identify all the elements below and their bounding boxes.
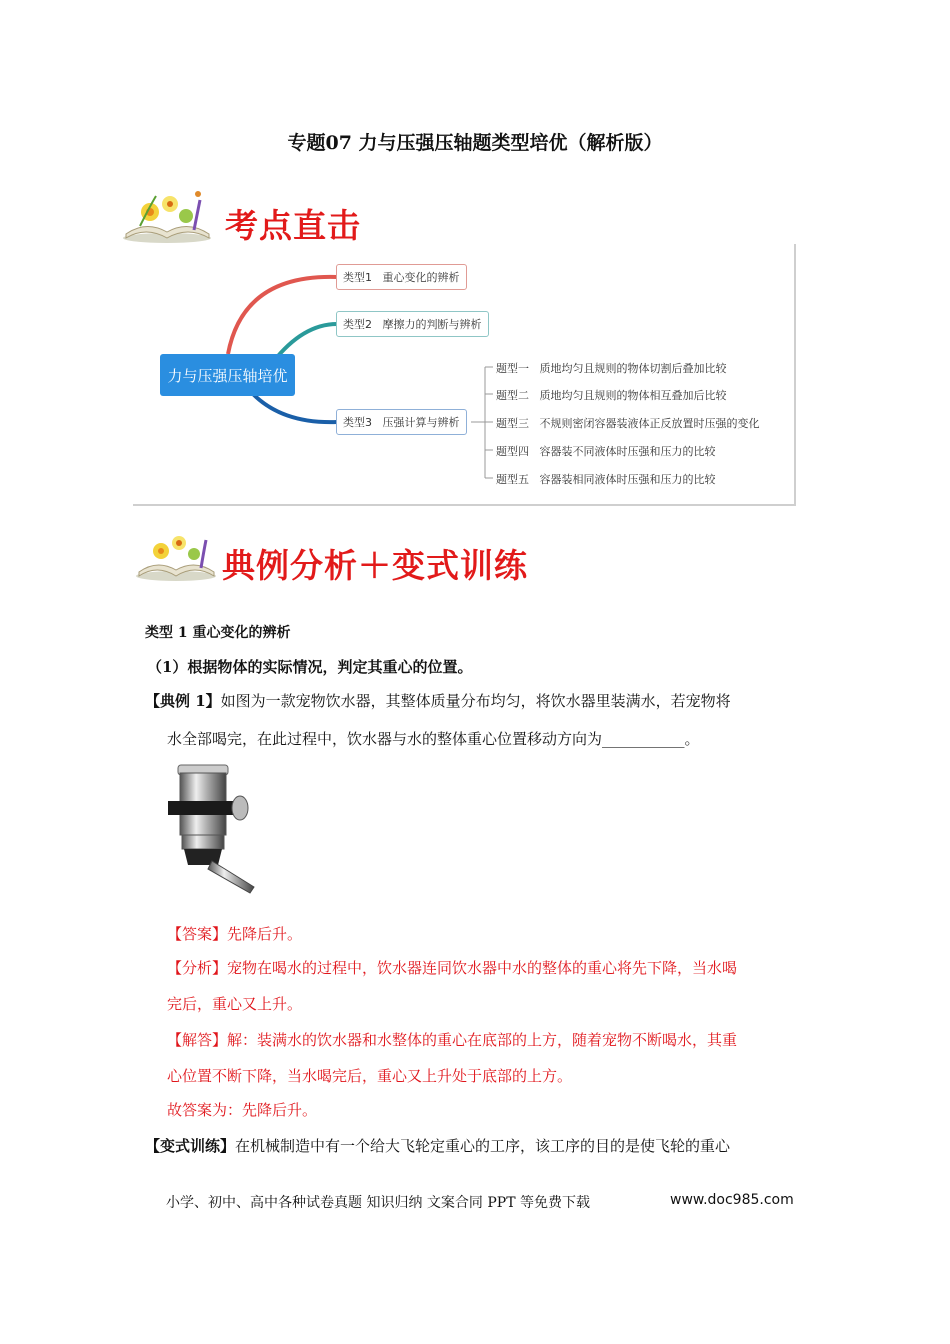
answer-blank: ___________ xyxy=(602,730,685,748)
final-answer: 故答案为：先降后升。 xyxy=(167,1101,318,1119)
solution-text-1: 解：装满水的饮水器和水整体的重心在底部的上方，随着宠物不断喝水，其重 xyxy=(227,1031,738,1049)
analysis-line-2: 完后，重心又上升。 xyxy=(167,995,303,1013)
mindmap-subtype-5: 题型五 容器装相同液体时压强和压力的比较 xyxy=(496,473,716,486)
footer-left: 小学、初中、高中各种试卷真题 知识归纳 文案合同 PPT 等免费下载 xyxy=(166,1195,590,1211)
answer-text: 先降后升。 xyxy=(227,925,303,943)
example-1-line-2: 水全部喝完，在此过程中，饮水器与水的整体重心位置移动方向为___________。 xyxy=(167,730,700,748)
example-1-line-1 xyxy=(145,691,731,711)
mindmap-subtype-3: 题型三 不规则密闭容器装液体正反放置时压强的变化 xyxy=(496,417,760,430)
type2-text: 摩擦力的判断与辨析 xyxy=(382,318,482,331)
book-flowers-icon-2 xyxy=(134,526,219,582)
book-flowers-icon xyxy=(120,186,215,244)
variant-label: 【变式训练】 xyxy=(145,1137,236,1155)
page-title: 专题07 力与压强压轴题类型培优（解析版） xyxy=(287,132,663,154)
answer-line xyxy=(167,924,302,944)
example-text-1: 如图为一款宠物饮水器，其整体质量分布均匀，将饮水器里装满水，若宠物将 xyxy=(220,692,731,710)
section-heading: 类型 1 重心变化的辨析 xyxy=(145,625,291,641)
type2-label: 类型2 xyxy=(343,318,372,331)
banner-heading-examples: 典例分析＋变式训练 xyxy=(222,546,528,585)
type3-label: 类型3 xyxy=(343,416,372,429)
solution-line-2: 心位置不断下降，当水喝完后，重心又上升处于底部的上方。 xyxy=(167,1067,573,1085)
answer-label: 【答案】 xyxy=(167,925,228,943)
variant-text: 在机械制造中有一个给大飞轮定重心的工序，该工序的目的是使飞轮的重心 xyxy=(235,1137,731,1155)
analysis-label: 【分析】 xyxy=(167,959,228,977)
pet-water-dispenser-image xyxy=(164,761,260,901)
banner-heading-key-points: 考点直击 xyxy=(225,206,361,245)
example-text-2: 水全部喝完，在此过程中，饮水器与水的整体重心位置移动方向为 xyxy=(167,730,603,748)
mindmap-type3-node xyxy=(336,409,467,435)
mindmap-type1-node xyxy=(336,264,467,290)
solution-line-1 xyxy=(167,1030,737,1050)
mindmap-root-node: 力与压强压轴培优 xyxy=(160,354,295,396)
footer-url[interactable]: www.doc985.com xyxy=(670,1192,794,1208)
solution-label: 【解答】 xyxy=(167,1031,228,1049)
mindmap-subtype-1: 题型一 质地均匀且规则的物体切割后叠加比较 xyxy=(496,362,727,375)
mindmap-subtype-2: 题型二 质地均匀且规则的物体相互叠加后比较 xyxy=(496,389,727,402)
point-1: （1）根据物体的实际情况，判定其重心的位置。 xyxy=(147,658,473,676)
analysis-text-1: 宠物在喝水的过程中，饮水器连同饮水器中水的整体的重心将先下降，当水喝 xyxy=(227,959,738,977)
type1-label: 类型1 xyxy=(343,271,372,284)
type1-text: 重心变化的辨析 xyxy=(382,271,460,284)
mindmap-type2-node xyxy=(336,311,489,337)
variant-training-line xyxy=(145,1136,730,1156)
example-label: 【典例 1】 xyxy=(145,692,221,710)
type3-text: 压强计算与辨析 xyxy=(382,416,460,429)
analysis-line-1 xyxy=(167,958,737,978)
mindmap-subtype-4: 题型四 容器装不同液体时压强和压力的比较 xyxy=(496,445,716,458)
